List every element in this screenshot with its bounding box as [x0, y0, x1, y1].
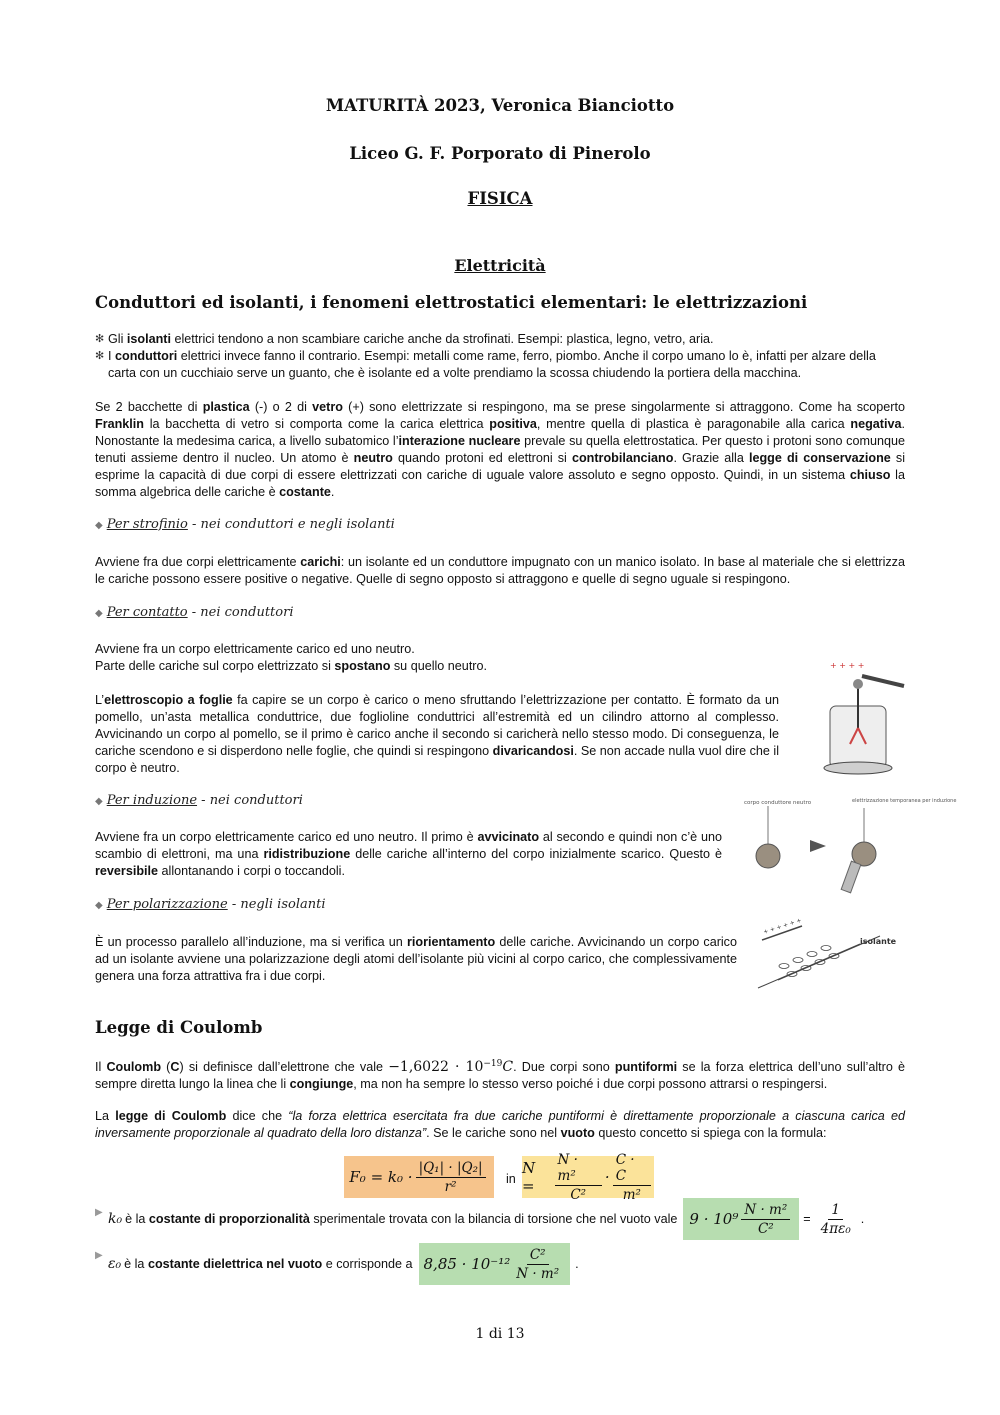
bullet-conduttori: ✻ I conduttori elettrici invece fanno il contrario. Esempi: metalli come rame, ferro, piombo. Anche il corpo umano lo è, infatti per alzare della carta con un cucchiaio serve un guanto, che è isolante ed a volte prendiamo la scossa chiudendo la portiera della macchina.	[95, 349, 876, 380]
coulomb-formula: F₀ = k₀ · $\frac{\text{|Q₁| · |Q₂|}}{\text{r²}}$	[344, 1156, 494, 1198]
paragraph-elettroscopio: L’elettroscopio a foglie fa capire se un corpo è carico o meno sfruttando l’elettrizzazione per contatto. È formato da un pomello, un’asta metallica conduttrice, due foglioline conduttrici all’estremità ed un cilindro attorno al complesso. Avvicinando un corpo al pomello, se il primo è carico anche il secondo si caricherà nello stesso modo. Di conseguenza, le cariche scendono e si disperdono nelle foglie, che quindi si respingono divaricandosi. Se non accade nulla vuol dire che il corpo è neutro.	[95, 693, 780, 775]
paragraph-contatto-2: Parte delle cariche sul corpo elettrizzato si spostano su quello neutro.	[95, 659, 488, 673]
paragraph-strofinio: Avviene fra due corpi elettricamente carichi: un isolante ed un conduttore impugnato con un manico isolato. In base al materiale che si elettrizza le cariche possono essere positive o negative. Quelle di segno opposto si attraggono e quelle di segno uguale si respingono.	[95, 555, 905, 586]
epsilon0-value-box: 8,85 · 10⁻¹² $\frac{\text{C²}}{\text{N · m²}}$	[419, 1243, 571, 1285]
paragraph-polarizzazione: È un processo parallelo all’induzione, ma si verifica un riorientamento delle cariche. Avvicinando un corpo carico ad un isolante avviene una polarizzazione degli atomi dell’isolante più vicini al corpo carico, che complessivamente genera una forza attrattiva fra i due corpi.	[95, 935, 737, 983]
epsilon0-constant-line: ε₀ è la costante dielettrica nel vuoto e corrisponde a 8,85 · 10⁻¹² $\frac{\text{C²}}{\text{N · m²}}$ .	[108, 1243, 579, 1285]
document-title: MATURITÀ 2023, Veronica Bianciotto	[325, 96, 675, 115]
asterisk-icon: ✻	[95, 333, 105, 345]
electroscope-figure	[816, 656, 908, 778]
k0-value-box: 9 · 10⁹ $\frac{\text{N · m²}}{\text{C²}}$	[683, 1198, 799, 1240]
paragraph-contatto-1: Avviene fra un corpo elettricamente carico ed uno neutro.	[95, 642, 415, 656]
polarization-label: isolante	[860, 937, 897, 946]
unit-formula: N = $\frac{\text{N · m²}}{\text{C²}}$ · $\frac{C \cdot C}{\text{m²}}$	[522, 1156, 654, 1198]
diamond-icon: ◆	[95, 900, 103, 911]
diamond-icon: ◆	[95, 520, 103, 531]
section-title-coulomb: Legge di Coulomb	[95, 1018, 263, 1037]
triangle-bullet-icon: ▶	[95, 1207, 103, 1218]
page-number: 1 di 13	[475, 1326, 525, 1342]
bullet-isolanti: ✻ Gli isolanti elettrici tendono a non scambiare cariche anche da strofinati. Esempi: plastica, legno, vetro, aria.	[95, 332, 714, 346]
diamond-icon: ◆	[95, 796, 103, 807]
formula-in-label: in	[506, 1172, 516, 1186]
paragraph-plastica-vetro: Se 2 bacchette di plastica (-) o 2 di vetro (+) sono elettrizzate si respingono, ma se prese singolarmente si attraggono. Come ha scoperto Franklin la bacchetta di vetro si comporta come la carica elettrica positiva, mentre quella di plastica è paragonabile alla carica negativa. Nonostante la medesima carica, a livello subatomico l’interazione nucleare prevale su quella elettrostatica. Per questo i protoni sono comunque tenuti assieme dentro il nucleo. Un atomo è neutro quando protoni ed elettroni si controbilanciano. Grazie alla legge di conservazione si esprime la capacità di due corpi di essere elettrizzati con cariche di uguale valore assoluto e segno opposto. Quindi, in un sistema chiuso la somma algebrica delle cariche è costante.	[95, 400, 906, 499]
paragraph-coulomb-definition: Il Coulomb (C) si definisce dall’elettrone che vale $-1,6022 \cdot 10^{-19}C$. Due corpi sono puntiformi se la forza elettrica dell’uno sull’altro è sempre diretta lungo la linea che li congiunge, ma non ha sempre lo stesso verso poiché i due corpi possono attrarsi o respingersi.	[95, 1059, 905, 1092]
svg-text:+ + + +: + + + +	[830, 661, 865, 670]
arrow-icon	[810, 840, 826, 852]
asterisk-icon: ✻	[95, 350, 105, 362]
triangle-bullet-icon: ▶	[95, 1250, 103, 1261]
induction-figure	[740, 796, 957, 896]
paragraph-induzione: Avviene fra un corpo elettricamente carico ed uno neutro. Il primo è avvicinato al secondo e quindi non c’è uno scambio di elettroni, ma una ridistribuzione delle cariche all’interno del corpo inizialmente scarico. Questo è reversibile allontanando i corpi o toccandoli.	[95, 830, 722, 878]
school-name: Liceo G. F. Porporato di Pinerolo	[349, 144, 651, 163]
subheading-contatto: ◆ Per contatto - nei conduttori	[95, 605, 294, 620]
subheading-strofinio: ◆ Per strofinio - nei conduttori e negli isolanti	[95, 517, 395, 532]
polarization-figure	[752, 916, 902, 994]
paragraph-coulomb-law: La legge di Coulomb dice che “la forza elettrica esercitata fra due cariche puntiformi è direttamente proporzionale a ciascuna carica ed inversamente proporzionale al quadrato della loro distanza”. Se le cariche sono nel vuoto questo concetto si spiega con la formula:	[95, 1109, 905, 1140]
k0-constant-line: k₀ è la costante di proporzionalità sperimentale trovata con la bilancia di torsione che nel vuoto vale 9 · 10⁹ $\frac{\text{N · m²}}{\text{C²}}$ = $\frac{1}{\text{4πε₀}}$ .	[108, 1198, 864, 1240]
induction-label-temporary: elettrizzazione temporanea per induzione	[852, 798, 957, 804]
diamond-icon: ◆	[95, 608, 103, 619]
subheading-induzione: ◆ Per induzione - nei conduttori	[95, 793, 303, 808]
topic-heading: Elettricità	[454, 256, 546, 275]
subheading-polarizzazione: ◆ Per polarizzazione - negli isolanti	[95, 897, 326, 912]
svg-text:+ + + + + +: + + + + + +	[762, 916, 803, 936]
induction-label-neutral: corpo conduttore neutro	[744, 800, 812, 806]
section-title-conductors: Conduttori ed isolanti, i fenomeni elettrostatici elementari: le elettrizzazioni	[95, 293, 808, 312]
subject-heading: FISICA	[467, 189, 533, 208]
